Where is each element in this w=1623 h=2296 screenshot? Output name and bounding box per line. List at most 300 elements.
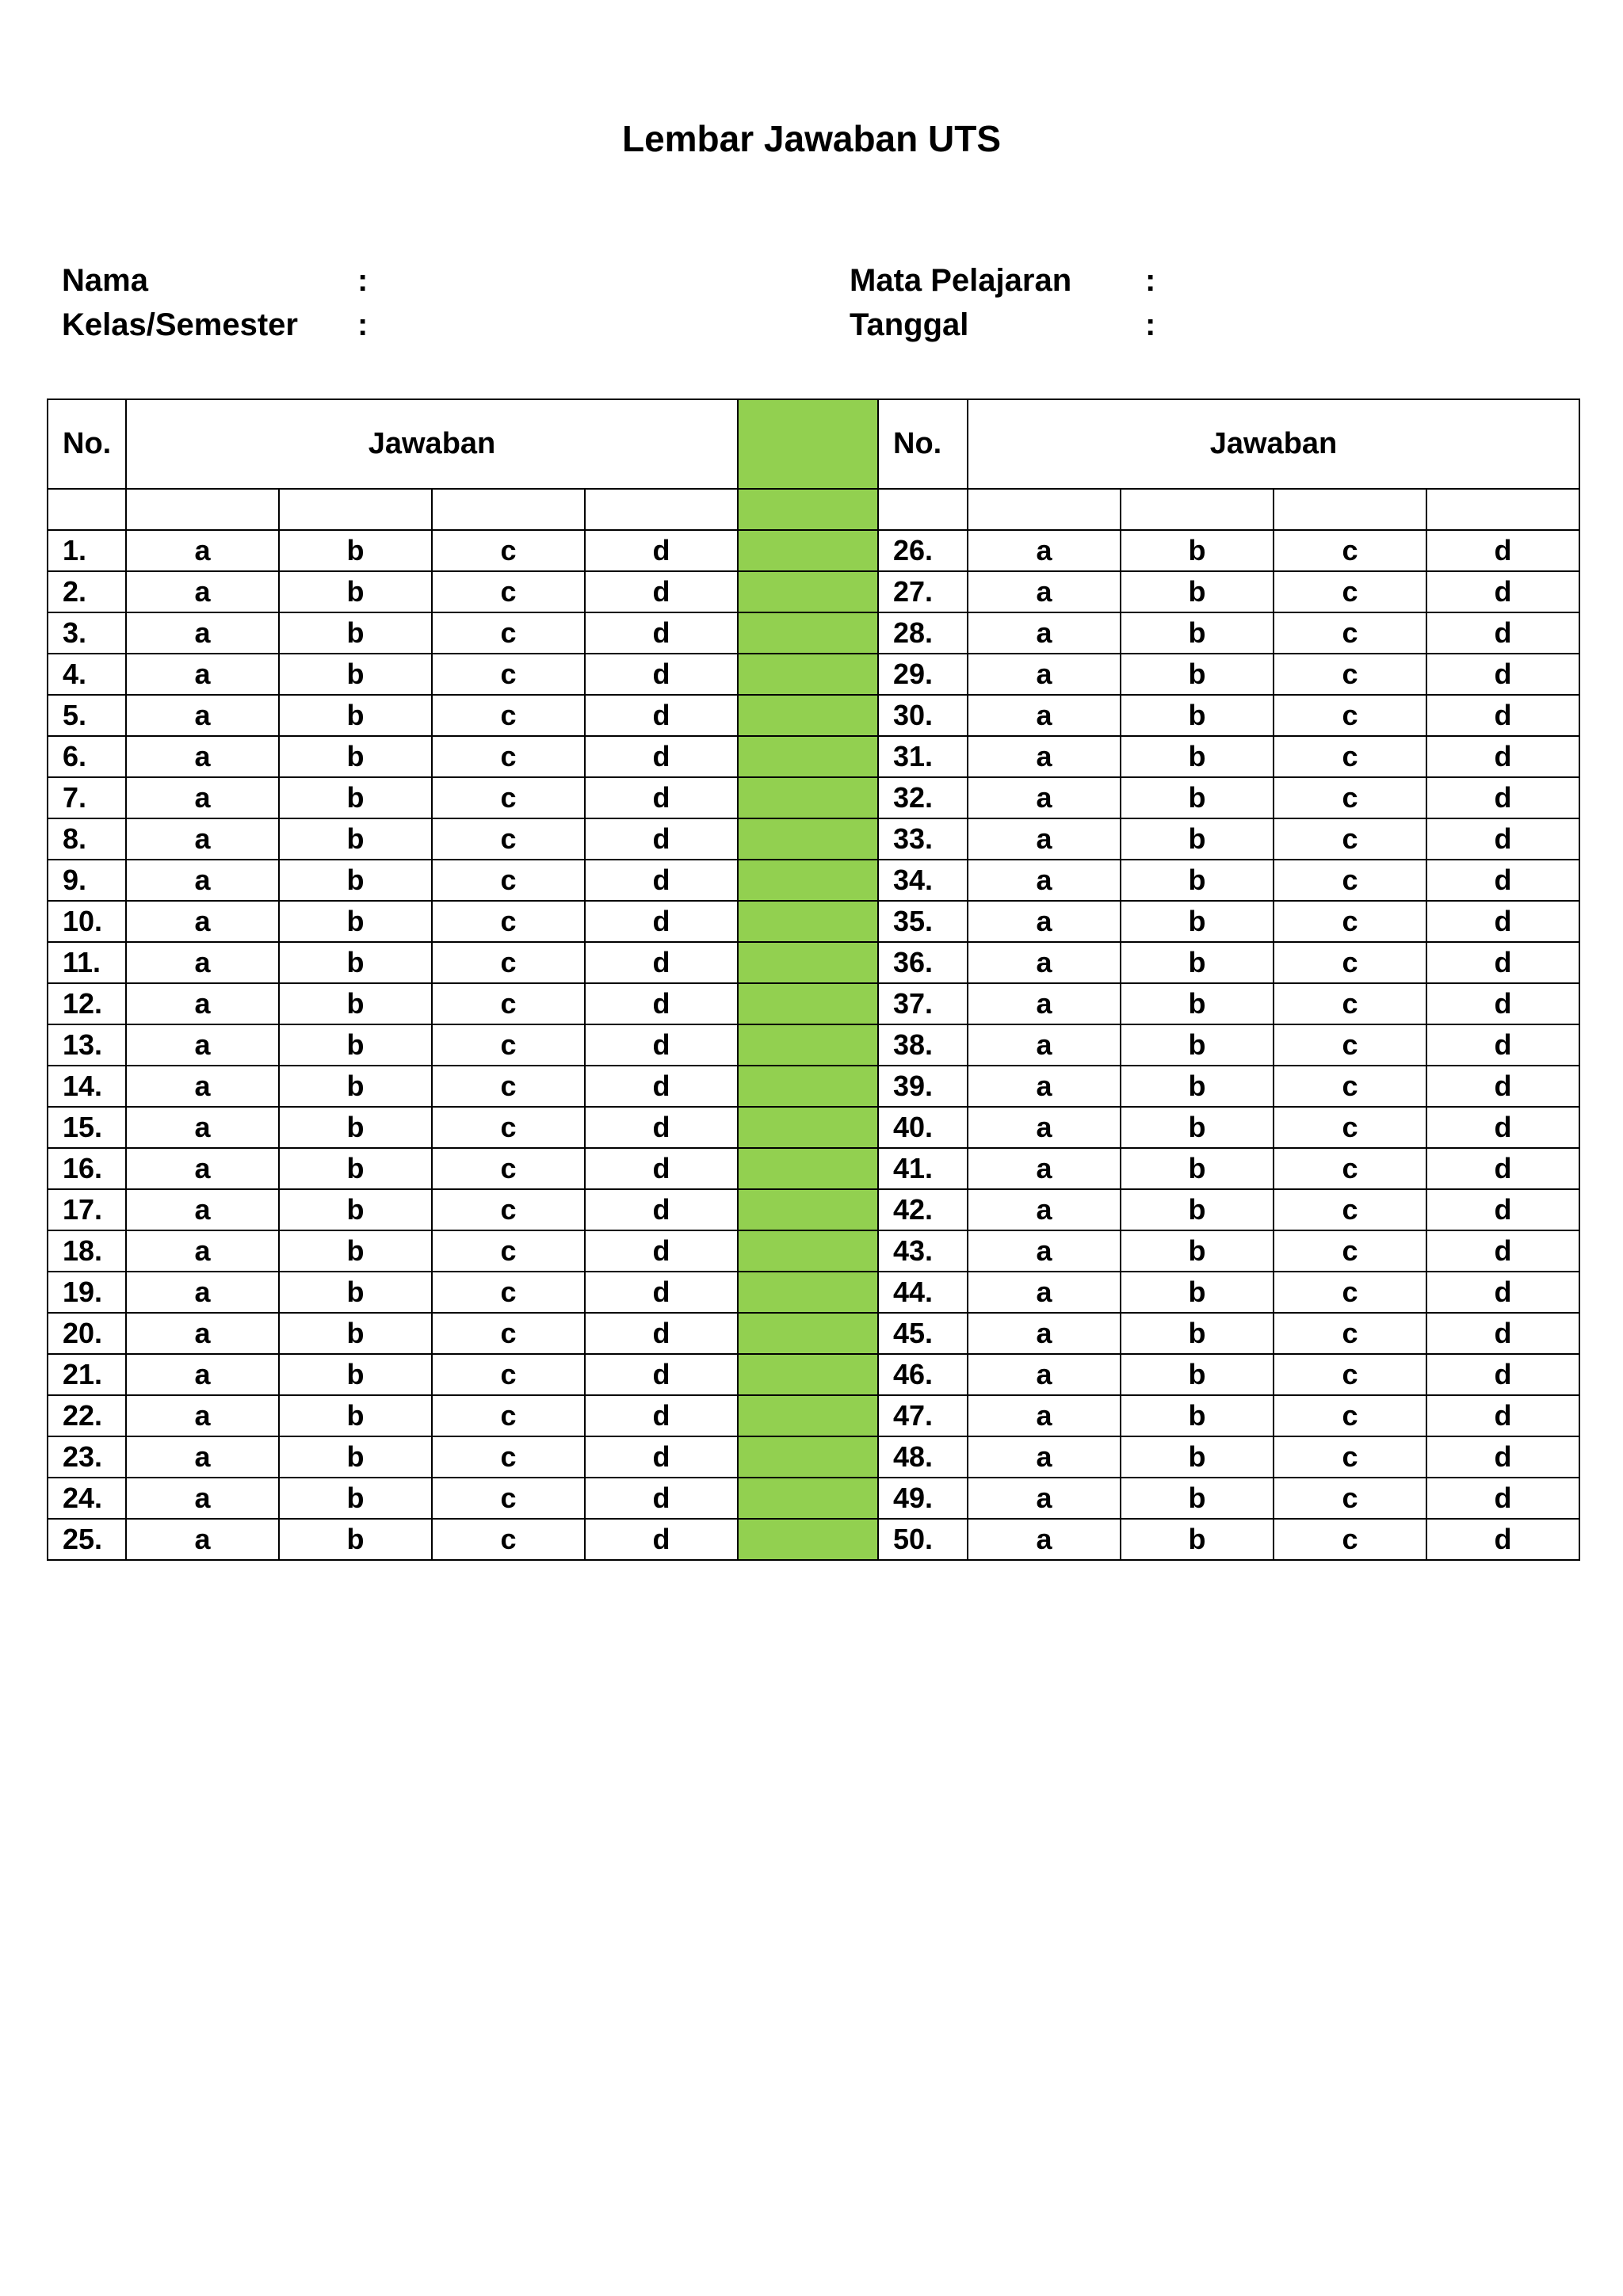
answer-option-c[interactable]: c xyxy=(432,1313,585,1354)
answer-option-c[interactable]: c xyxy=(1274,1519,1426,1560)
answer-option-b[interactable]: b xyxy=(1121,1189,1274,1230)
answer-option-d[interactable]: d xyxy=(1426,736,1579,777)
answer-option-c[interactable]: c xyxy=(432,1478,585,1519)
question-number: 47. xyxy=(878,1395,968,1436)
divider-column xyxy=(738,654,878,695)
answer-option-c[interactable]: c xyxy=(1274,736,1426,777)
answer-option-a[interactable]: a xyxy=(968,1478,1121,1519)
answer-option-c[interactable]: c xyxy=(432,1354,585,1395)
divider-column xyxy=(738,818,878,860)
answer-option-a[interactable]: a xyxy=(968,1189,1121,1230)
answer-option-d[interactable]: d xyxy=(1426,818,1579,860)
answer-option-a[interactable]: a xyxy=(968,942,1121,983)
answer-option-c[interactable]: c xyxy=(1274,1354,1426,1395)
answer-option-d[interactable]: d xyxy=(1426,1436,1579,1478)
answer-option-d[interactable]: d xyxy=(585,1148,738,1189)
answer-option-d[interactable]: d xyxy=(585,860,738,901)
answer-option-c[interactable]: c xyxy=(1274,1024,1426,1066)
question-number: 4. xyxy=(48,654,126,695)
blank-cell xyxy=(1426,489,1579,530)
answer-table xyxy=(47,399,1580,1561)
answer-option-d[interactable]: d xyxy=(1426,983,1579,1024)
answer-option-c[interactable]: c xyxy=(432,1230,585,1272)
answer-option-b[interactable]: b xyxy=(1121,901,1274,942)
question-number: 29. xyxy=(878,654,968,695)
answer-option-c[interactable]: c xyxy=(432,530,585,571)
answer-option-d[interactable]: d xyxy=(1426,612,1579,654)
answer-option-c[interactable]: c xyxy=(432,1272,585,1313)
blank-cell xyxy=(432,489,585,530)
answer-option-a[interactable]: a xyxy=(126,777,279,818)
answer-option-b[interactable]: b xyxy=(1121,654,1274,695)
answer-option-a[interactable]: a xyxy=(126,1519,279,1560)
answer-option-c[interactable]: c xyxy=(432,1024,585,1066)
divider-column xyxy=(738,1436,878,1478)
question-number: 23. xyxy=(48,1436,126,1478)
answer-option-b[interactable]: b xyxy=(1121,860,1274,901)
answer-option-d[interactable]: d xyxy=(1426,1272,1579,1313)
blank-cell xyxy=(48,489,126,530)
answer-option-c[interactable]: c xyxy=(1274,777,1426,818)
answer-option-b[interactable]: b xyxy=(279,1395,432,1436)
blank-row xyxy=(48,489,1579,530)
answer-option-b[interactable]: b xyxy=(1121,1395,1274,1436)
answer-option-b[interactable]: b xyxy=(279,818,432,860)
question-number: 13. xyxy=(48,1024,126,1066)
answer-option-c[interactable]: c xyxy=(1274,1107,1426,1148)
answer-option-c[interactable]: c xyxy=(1274,695,1426,736)
answer-option-c[interactable]: c xyxy=(1274,901,1426,942)
info-colon: : xyxy=(1145,263,1156,298)
question-number: 15. xyxy=(48,1107,126,1148)
answer-option-a[interactable]: a xyxy=(126,1478,279,1519)
answer-option-c[interactable]: c xyxy=(1274,654,1426,695)
answer-option-b[interactable]: b xyxy=(1121,1024,1274,1066)
answer-option-b[interactable]: b xyxy=(279,1066,432,1107)
answer-option-d[interactable]: d xyxy=(585,654,738,695)
answer-option-a[interactable]: a xyxy=(126,695,279,736)
divider-column xyxy=(738,489,878,530)
header-answer: Jawaban xyxy=(968,399,1579,489)
table-row xyxy=(48,1354,1579,1395)
question-number: 30. xyxy=(878,695,968,736)
divider-column xyxy=(738,1066,878,1107)
answer-option-a[interactable]: a xyxy=(126,1230,279,1272)
answer-option-d[interactable]: d xyxy=(585,571,738,612)
answer-option-d[interactable]: d xyxy=(585,1478,738,1519)
table-row xyxy=(48,530,1579,571)
question-number: 35. xyxy=(878,901,968,942)
table-row xyxy=(48,1519,1579,1560)
table-row xyxy=(48,1230,1579,1272)
answer-option-c[interactable]: c xyxy=(432,1107,585,1148)
answer-option-d[interactable]: d xyxy=(585,942,738,983)
table-row xyxy=(48,818,1579,860)
answer-option-a[interactable]: a xyxy=(126,983,279,1024)
divider-column xyxy=(738,942,878,983)
question-number: 31. xyxy=(878,736,968,777)
table-row xyxy=(48,654,1579,695)
answer-option-c[interactable]: c xyxy=(432,983,585,1024)
answer-option-c[interactable]: c xyxy=(1274,1313,1426,1354)
answer-option-c[interactable]: c xyxy=(432,1395,585,1436)
answer-option-d[interactable]: d xyxy=(585,1189,738,1230)
question-number: 27. xyxy=(878,571,968,612)
answer-option-c[interactable]: c xyxy=(432,736,585,777)
divider-column xyxy=(738,983,878,1024)
question-number: 22. xyxy=(48,1395,126,1436)
answer-option-a[interactable]: a xyxy=(126,1436,279,1478)
answer-option-c[interactable]: c xyxy=(1274,942,1426,983)
answer-option-b[interactable]: b xyxy=(1121,1272,1274,1313)
blank-cell xyxy=(1121,489,1274,530)
question-number: 34. xyxy=(878,860,968,901)
answer-option-a[interactable]: a xyxy=(968,1066,1121,1107)
answer-option-b[interactable]: b xyxy=(1121,777,1274,818)
answer-option-d[interactable]: d xyxy=(585,736,738,777)
answer-option-a[interactable]: a xyxy=(126,1313,279,1354)
answer-option-d[interactable]: d xyxy=(1426,1230,1579,1272)
answer-option-a[interactable]: a xyxy=(126,942,279,983)
answer-option-b[interactable]: b xyxy=(279,983,432,1024)
answer-option-d[interactable]: d xyxy=(585,1436,738,1478)
answer-option-c[interactable]: c xyxy=(1274,1478,1426,1519)
answer-option-d[interactable]: d xyxy=(1426,1313,1579,1354)
info-colon: : xyxy=(1145,307,1156,342)
question-number: 14. xyxy=(48,1066,126,1107)
answer-option-a[interactable]: a xyxy=(126,612,279,654)
answer-option-c[interactable]: c xyxy=(1274,1395,1426,1436)
info-label: Kelas/Semester xyxy=(62,307,298,342)
answer-option-b[interactable]: b xyxy=(279,1189,432,1230)
divider-column xyxy=(738,571,878,612)
answer-option-a[interactable]: a xyxy=(968,1024,1121,1066)
question-number: 20. xyxy=(48,1313,126,1354)
table-row xyxy=(48,901,1579,942)
answer-option-a[interactable]: a xyxy=(126,571,279,612)
answer-option-a[interactable]: a xyxy=(126,1107,279,1148)
answer-option-a[interactable]: a xyxy=(968,695,1121,736)
answer-option-b[interactable]: b xyxy=(1121,612,1274,654)
question-number: 7. xyxy=(48,777,126,818)
answer-option-a[interactable]: a xyxy=(126,1272,279,1313)
question-number: 8. xyxy=(48,818,126,860)
question-number: 2. xyxy=(48,571,126,612)
answer-option-a[interactable]: a xyxy=(126,530,279,571)
answer-option-d[interactable]: d xyxy=(585,901,738,942)
answer-option-b[interactable]: b xyxy=(1121,1107,1274,1148)
answer-option-a[interactable]: a xyxy=(968,1230,1121,1272)
answer-option-b[interactable]: b xyxy=(279,1313,432,1354)
table-row xyxy=(48,1024,1579,1066)
answer-option-b[interactable]: b xyxy=(1121,983,1274,1024)
question-number: 37. xyxy=(878,983,968,1024)
answer-option-a[interactable]: a xyxy=(968,1148,1121,1189)
answer-option-a[interactable]: a xyxy=(968,860,1121,901)
answer-option-d[interactable]: d xyxy=(585,1272,738,1313)
divider-column xyxy=(738,530,878,571)
answer-option-c[interactable]: c xyxy=(1274,1436,1426,1478)
answer-option-c[interactable]: c xyxy=(1274,530,1426,571)
answer-option-d[interactable]: d xyxy=(1426,860,1579,901)
info-label: Nama xyxy=(62,263,148,298)
answer-option-d[interactable]: d xyxy=(1426,777,1579,818)
answer-option-a[interactable]: a xyxy=(126,1354,279,1395)
answer-option-d[interactable]: d xyxy=(585,695,738,736)
answer-option-c[interactable]: c xyxy=(1274,612,1426,654)
answer-option-c[interactable]: c xyxy=(432,571,585,612)
question-number: 10. xyxy=(48,901,126,942)
blank-cell xyxy=(878,489,968,530)
answer-option-b[interactable]: b xyxy=(279,1272,432,1313)
answer-option-a[interactable]: a xyxy=(126,1066,279,1107)
answer-option-b[interactable]: b xyxy=(1121,1436,1274,1478)
divider-column xyxy=(738,612,878,654)
table-row xyxy=(48,942,1579,983)
answer-option-a[interactable]: a xyxy=(968,654,1121,695)
header-no: No. xyxy=(48,399,126,489)
answer-option-c[interactable]: c xyxy=(432,860,585,901)
answer-option-d[interactable]: d xyxy=(585,1230,738,1272)
table-row xyxy=(48,1436,1579,1478)
table-row xyxy=(48,1148,1579,1189)
answer-option-c[interactable]: c xyxy=(1274,571,1426,612)
page-title: Lembar Jawaban UTS xyxy=(621,118,1002,159)
answer-option-b[interactable]: b xyxy=(279,1519,432,1560)
student-info-left xyxy=(62,258,368,347)
question-number: 9. xyxy=(48,860,126,901)
answer-option-c[interactable]: c xyxy=(432,777,585,818)
table-row xyxy=(48,860,1579,901)
answer-option-d[interactable]: d xyxy=(585,1024,738,1066)
answer-option-b[interactable]: b xyxy=(1121,1230,1274,1272)
answer-option-c[interactable]: c xyxy=(432,1436,585,1478)
answer-option-b[interactable]: b xyxy=(279,1230,432,1272)
answer-option-b[interactable]: b xyxy=(279,942,432,983)
answer-option-b[interactable]: b xyxy=(1121,1148,1274,1189)
answer-option-c[interactable]: c xyxy=(1274,983,1426,1024)
answer-option-c[interactable]: c xyxy=(1274,1148,1426,1189)
answer-option-b[interactable]: b xyxy=(279,1024,432,1066)
divider-column xyxy=(738,1313,878,1354)
answer-option-d[interactable]: d xyxy=(1426,901,1579,942)
answer-option-b[interactable]: b xyxy=(279,1354,432,1395)
answer-table-body xyxy=(48,399,1579,1560)
answer-option-a[interactable]: a xyxy=(968,1313,1121,1354)
answer-option-b[interactable]: b xyxy=(1121,1519,1274,1560)
answer-option-a[interactable]: a xyxy=(968,571,1121,612)
question-number: 42. xyxy=(878,1189,968,1230)
question-number: 11. xyxy=(48,942,126,983)
answer-option-b[interactable]: b xyxy=(279,530,432,571)
answer-option-d[interactable]: d xyxy=(1426,1148,1579,1189)
question-number: 1. xyxy=(48,530,126,571)
answer-option-a[interactable]: a xyxy=(968,1272,1121,1313)
answer-option-a[interactable]: a xyxy=(968,983,1121,1024)
answer-option-c[interactable]: c xyxy=(1274,1066,1426,1107)
table-row xyxy=(48,1066,1579,1107)
answer-option-a[interactable]: a xyxy=(126,1148,279,1189)
question-number: 18. xyxy=(48,1230,126,1272)
answer-option-d[interactable]: d xyxy=(585,1519,738,1560)
answer-option-a[interactable]: a xyxy=(968,818,1121,860)
answer-option-a[interactable]: a xyxy=(126,654,279,695)
answer-option-a[interactable]: a xyxy=(968,1519,1121,1560)
answer-option-c[interactable]: c xyxy=(1274,818,1426,860)
answer-option-b[interactable]: b xyxy=(1121,695,1274,736)
question-number: 41. xyxy=(878,1148,968,1189)
answer-option-d[interactable]: d xyxy=(1426,1354,1579,1395)
answer-option-a[interactable]: a xyxy=(126,818,279,860)
answer-option-d[interactable]: d xyxy=(1426,1478,1579,1519)
answer-option-b[interactable]: b xyxy=(1121,1354,1274,1395)
answer-option-c[interactable]: c xyxy=(1274,860,1426,901)
answer-option-b[interactable]: b xyxy=(1121,530,1274,571)
divider-column xyxy=(738,901,878,942)
answer-option-b[interactable]: b xyxy=(279,1478,432,1519)
table-row xyxy=(48,1395,1579,1436)
answer-option-d[interactable]: d xyxy=(585,1066,738,1107)
answer-option-a[interactable]: a xyxy=(968,901,1121,942)
answer-option-d[interactable]: d xyxy=(585,612,738,654)
answer-option-a[interactable]: a xyxy=(968,1107,1121,1148)
answer-option-b[interactable]: b xyxy=(279,654,432,695)
answer-option-b[interactable]: b xyxy=(279,1436,432,1478)
answer-option-a[interactable]: a xyxy=(126,1189,279,1230)
answer-option-c[interactable]: c xyxy=(432,1519,585,1560)
answer-option-d[interactable]: d xyxy=(1426,530,1579,571)
answer-option-c[interactable]: c xyxy=(1274,1189,1426,1230)
answer-option-a[interactable]: a xyxy=(126,860,279,901)
divider-column xyxy=(738,1519,878,1560)
answer-option-b[interactable]: b xyxy=(279,612,432,654)
question-number: 21. xyxy=(48,1354,126,1395)
divider-column xyxy=(738,777,878,818)
answer-option-c[interactable]: c xyxy=(432,901,585,942)
answer-option-a[interactable]: a xyxy=(968,736,1121,777)
info-label: Mata Pelajaran xyxy=(850,263,1072,298)
answer-option-c[interactable]: c xyxy=(432,654,585,695)
answer-option-c[interactable]: c xyxy=(432,818,585,860)
answer-option-d[interactable]: d xyxy=(585,1354,738,1395)
answer-option-b[interactable]: b xyxy=(1121,1478,1274,1519)
answer-option-d[interactable]: d xyxy=(1426,695,1579,736)
question-number: 45. xyxy=(878,1313,968,1354)
question-number: 38. xyxy=(878,1024,968,1066)
answer-option-d[interactable]: d xyxy=(1426,942,1579,983)
answer-option-b[interactable]: b xyxy=(1121,1066,1274,1107)
answer-option-b[interactable]: b xyxy=(279,736,432,777)
answer-option-b[interactable]: b xyxy=(279,571,432,612)
answer-option-d[interactable]: d xyxy=(585,1107,738,1148)
question-number: 26. xyxy=(878,530,968,571)
answer-option-b[interactable]: b xyxy=(279,1148,432,1189)
answer-option-a[interactable]: a xyxy=(126,1024,279,1066)
answer-option-c[interactable]: c xyxy=(432,942,585,983)
answer-option-b[interactable]: b xyxy=(1121,571,1274,612)
answer-option-d[interactable]: d xyxy=(1426,1189,1579,1230)
question-number: 16. xyxy=(48,1148,126,1189)
answer-option-b[interactable]: b xyxy=(279,695,432,736)
answer-option-b[interactable]: b xyxy=(1121,736,1274,777)
divider-column xyxy=(738,1230,878,1272)
answer-option-d[interactable]: d xyxy=(1426,571,1579,612)
answer-option-a[interactable]: a xyxy=(968,1436,1121,1478)
answer-option-d[interactable]: d xyxy=(585,818,738,860)
answer-option-a[interactable]: a xyxy=(126,901,279,942)
question-number: 43. xyxy=(878,1230,968,1272)
divider-column xyxy=(738,1395,878,1436)
answer-option-a[interactable]: a xyxy=(126,1395,279,1436)
question-number: 36. xyxy=(878,942,968,983)
answer-option-c[interactable]: c xyxy=(432,1148,585,1189)
answer-option-d[interactable]: d xyxy=(585,777,738,818)
question-number: 28. xyxy=(878,612,968,654)
answer-option-d[interactable]: d xyxy=(585,530,738,571)
divider-column xyxy=(738,736,878,777)
answer-option-c[interactable]: c xyxy=(432,1189,585,1230)
answer-option-b[interactable]: b xyxy=(279,777,432,818)
answer-option-b[interactable]: b xyxy=(1121,942,1274,983)
info-row-tanggal xyxy=(850,303,1155,347)
answer-option-c[interactable]: c xyxy=(432,612,585,654)
answer-option-c[interactable]: c xyxy=(432,1066,585,1107)
answer-option-a[interactable]: a xyxy=(968,612,1121,654)
question-number: 49. xyxy=(878,1478,968,1519)
answer-option-b[interactable]: b xyxy=(1121,1313,1274,1354)
blank-cell xyxy=(968,489,1121,530)
question-number: 17. xyxy=(48,1189,126,1230)
divider-column xyxy=(738,1354,878,1395)
info-colon: : xyxy=(357,263,369,298)
table-row xyxy=(48,695,1579,736)
table-row xyxy=(48,736,1579,777)
answer-option-b[interactable]: b xyxy=(279,860,432,901)
question-number: 48. xyxy=(878,1436,968,1478)
answer-option-d[interactable]: d xyxy=(585,983,738,1024)
answer-option-a[interactable]: a xyxy=(968,1395,1121,1436)
question-number: 3. xyxy=(48,612,126,654)
answer-option-d[interactable]: d xyxy=(1426,654,1579,695)
answer-option-c[interactable]: c xyxy=(1274,1272,1426,1313)
answer-option-d[interactable]: d xyxy=(1426,1519,1579,1560)
divider-column xyxy=(738,1148,878,1189)
question-number: 33. xyxy=(878,818,968,860)
answer-option-b[interactable]: b xyxy=(1121,818,1274,860)
answer-option-d[interactable]: d xyxy=(1426,1024,1579,1066)
answer-option-b[interactable]: b xyxy=(279,901,432,942)
question-number: 40. xyxy=(878,1107,968,1148)
answer-option-a[interactable]: a xyxy=(968,530,1121,571)
answer-option-a[interactable]: a xyxy=(968,1354,1121,1395)
answer-option-d[interactable]: d xyxy=(1426,1107,1579,1148)
answer-option-a[interactable]: a xyxy=(126,736,279,777)
divider-column xyxy=(738,399,878,489)
answer-option-a[interactable]: a xyxy=(968,777,1121,818)
header-answer: Jawaban xyxy=(126,399,738,489)
answer-option-d[interactable]: d xyxy=(585,1313,738,1354)
info-colon: : xyxy=(357,307,369,342)
question-number: 6. xyxy=(48,736,126,777)
answer-option-b[interactable]: b xyxy=(279,1107,432,1148)
answer-option-c[interactable]: c xyxy=(1274,1230,1426,1272)
answer-option-d[interactable]: d xyxy=(1426,1395,1579,1436)
answer-option-c[interactable]: c xyxy=(432,695,585,736)
answer-option-d[interactable]: d xyxy=(1426,1066,1579,1107)
divider-column xyxy=(738,1024,878,1066)
answer-option-d[interactable]: d xyxy=(585,1395,738,1436)
table-row xyxy=(48,1107,1579,1148)
